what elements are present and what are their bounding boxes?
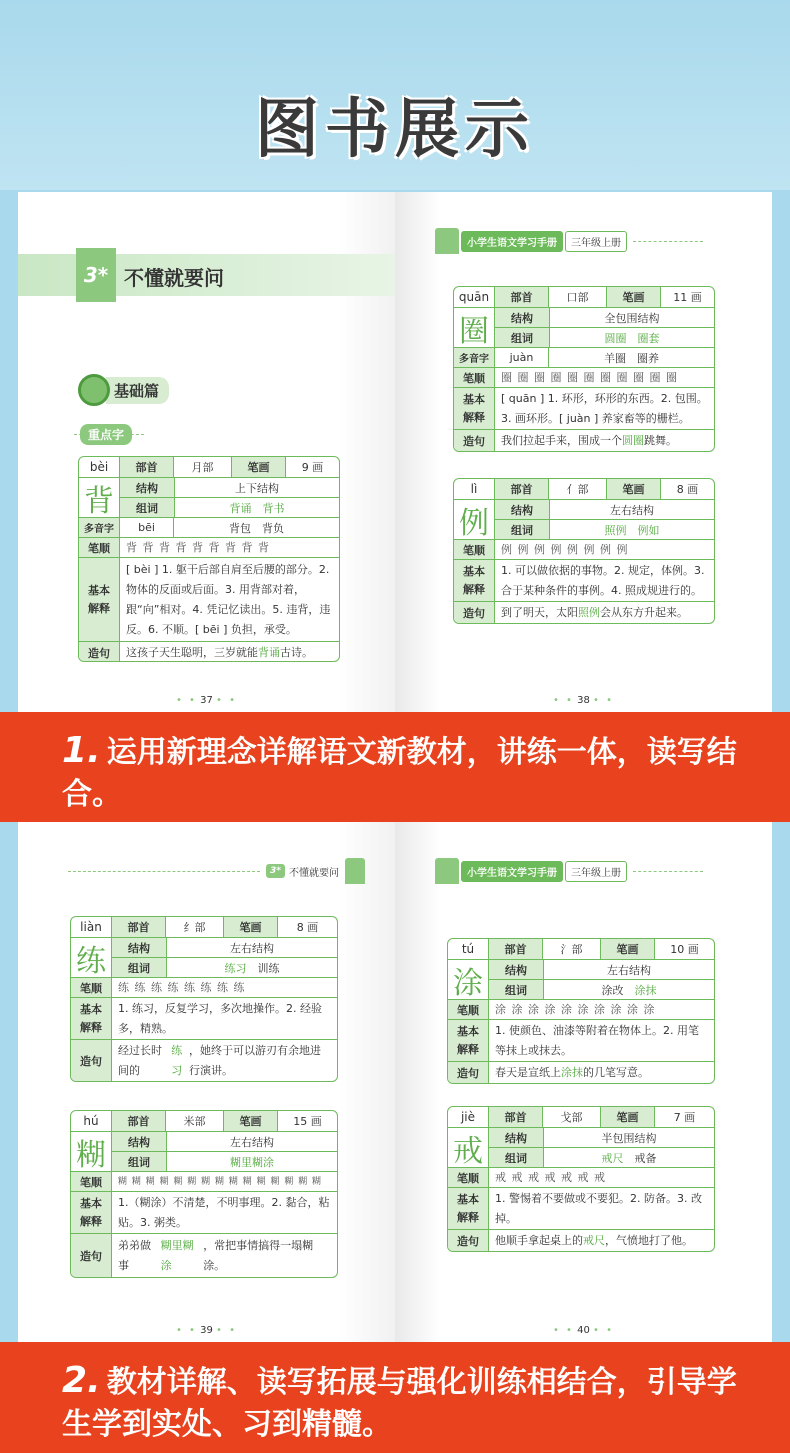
sentence-highlight: 背诵 [258, 645, 280, 659]
castle-icon [435, 228, 459, 254]
card-radical: 月部 [173, 457, 231, 477]
feature-banner-1 [0, 712, 790, 822]
card-character: 涂 [453, 965, 483, 1001]
card-words: 练习 训练 [166, 958, 337, 977]
card-structure: 左右结构 [166, 1132, 337, 1151]
meaning: [ quān ] 1. 环形，环形的东西。2. 包围。3. 画环形。[ juàn ] 养家畜等的栅栏。 [494, 388, 714, 429]
label-meaning: 基本 解释 [454, 560, 494, 601]
label-structure: 结构 [489, 960, 543, 979]
label-stroke-order: 笔顺 [454, 540, 494, 559]
poly-pinyin: juàn [494, 348, 548, 367]
sentence: 春天是宣纸上 涂抹 的几笔写意。 [488, 1062, 714, 1083]
label-words: 组词 [112, 958, 166, 977]
card-character: 练 [76, 943, 106, 979]
sentence-pre: 这孩子天生聪明，三岁就能 [126, 645, 258, 659]
label-stroke-order: 笔顺 [448, 1168, 488, 1187]
running-header [435, 858, 703, 884]
label-radical: 部首 [119, 457, 173, 477]
label-strokes: 笔画 [223, 1111, 277, 1131]
label-meaning: 基本 解释 [454, 388, 494, 429]
divider [633, 241, 703, 242]
card-radical: 纟部 [165, 917, 223, 937]
label-meaning: 基本 解释 [71, 1192, 111, 1233]
card-character: 例 [459, 505, 489, 541]
card-structure: 左右结构 [166, 938, 337, 957]
card-pinyin: liàn [80, 920, 102, 934]
grade-label: 三年级上册 [565, 861, 627, 882]
label-words: 组词 [120, 498, 174, 517]
character-card-lian [70, 916, 338, 1082]
label-radical: 部首 [494, 287, 548, 307]
page-header [0, 0, 790, 190]
label-structure: 结构 [112, 1132, 166, 1151]
label-meaning: 基本 解释 [448, 1020, 488, 1061]
feature-banner-2 [0, 1342, 790, 1453]
label-radical: 部首 [111, 917, 165, 937]
page-number: • • 40 • • [552, 1325, 615, 1336]
card-pinyin: hú [83, 1114, 99, 1128]
meaning: 1. 使颜色、油漆等附着在物体上。2. 用笔等抹上或抹去。 [488, 1020, 714, 1061]
card-structure: 上下结构 [174, 478, 339, 497]
chapter-badge: 3* [76, 248, 116, 302]
card-character: 戒 [453, 1133, 483, 1169]
grade-label: 三年级上册 [565, 231, 627, 252]
key-characters-label: 重点字 [80, 424, 132, 445]
label-radical: 部首 [111, 1111, 165, 1131]
meaning: 1. 警惕着不要做或不要犯。2. 防备。3. 改掉。 [488, 1188, 714, 1229]
label-polyphone: 多音字 [79, 518, 119, 537]
poly-pinyin: bēi [119, 518, 173, 537]
card-pinyin: jiè [460, 1110, 476, 1124]
stroke-order: 涂 涂 涂 涂 涂 涂 涂 涂 涂 涂 [488, 1000, 714, 1019]
sentence [119, 642, 339, 662]
sentence: 他顺手拿起桌上的 戒尺 ，气愤地打了他。 [488, 1230, 714, 1251]
card-words: 背诵 背书 [174, 498, 339, 517]
castle-icon [345, 858, 365, 884]
meaning: 1.（糊涂）不清楚，不明事理。2. 黏合，粘贴。3. 粥类。 [111, 1192, 337, 1233]
label-structure: 结构 [495, 500, 549, 519]
label-sentence: 造句 [71, 1234, 111, 1277]
label-strokes: 笔画 [606, 287, 660, 307]
stroke-order: 戒 戒 戒 戒 戒 戒 戒 [488, 1168, 714, 1187]
label-meaning [79, 558, 119, 641]
card-strokes-count: 15 画 [277, 1111, 337, 1131]
banner-text: 教材详解、读写拓展与强化训练相结合，引导学生学到实处、习到精髓。 [62, 1365, 737, 1442]
label-structure: 结构 [495, 308, 549, 327]
label-meaning: 基本 解释 [71, 998, 111, 1039]
label-sentence: 造句 [71, 1040, 111, 1081]
card-radical: 戈部 [542, 1107, 600, 1127]
card-strokes-count: 11 画 [660, 287, 714, 307]
label-words: 组词 [112, 1152, 166, 1171]
card-pinyin: tú [461, 942, 475, 956]
sentence: 我们拉起手来，围成一个 圆圈 跳舞。 [494, 430, 714, 451]
card-words: 戒尺 戒备 [543, 1148, 714, 1167]
sentence: 弟弟做事 糊里糊涂 ，常把事情搞得一塌糊涂。 [111, 1234, 337, 1277]
meaning: [ bèi ] 1. 躯干后部自肩至后腰的部分。2. 物体的反面或后面。3. 用背部对着，跟“向”相对。4. 凭记忆读出。5. 违背，违反。6. 不顺。[ bēi ] 负担，承受。 [119, 558, 339, 641]
label-sentence: 造句 [448, 1230, 488, 1251]
page-38 [395, 192, 772, 712]
sentence: 到了明天，太阳 照例 会从东方升起来。 [494, 602, 714, 623]
card-character: 糊 [76, 1137, 106, 1173]
page-37 [18, 192, 395, 712]
label-radical: 部首 [494, 479, 548, 499]
stroke-order: 练 练 练 练 练 练 练 练 [111, 978, 337, 997]
label-meaning-a: 基本 [88, 583, 110, 597]
card-pinyin: bèi [89, 460, 109, 474]
label-radical: 部首 [488, 939, 542, 959]
label-words: 组词 [495, 328, 549, 347]
stroke-order: 糊 糊 糊 糊 糊 糊 糊 糊 糊 糊 糊 糊 糊 糊 糊 [111, 1172, 337, 1191]
character-card-jie [447, 1106, 715, 1252]
card-radical: 口部 [548, 287, 606, 307]
character-card-li [453, 478, 715, 624]
chapter-badge: 3* [266, 864, 285, 878]
label-stroke-order: 笔顺 [71, 978, 111, 997]
card-strokes-count: 7 画 [654, 1107, 714, 1127]
label-stroke-order: 笔顺 [79, 538, 119, 557]
label-meaning: 基本 解释 [448, 1188, 488, 1229]
book-spread-1 [18, 192, 772, 712]
label-structure: 结构 [489, 1128, 543, 1147]
banner-text: 运用新理念详解语文新教材，讲练一体，读写结合。 [62, 735, 737, 812]
sentence: 经过长时间的 练习 ，她终于可以游刃有余地进行演讲。 [111, 1040, 337, 1081]
character-card-tu [447, 938, 715, 1084]
sentence-post: 古诗。 [280, 645, 313, 659]
label-words: 组词 [489, 980, 543, 999]
card-pinyin: quān [458, 290, 490, 304]
card-character: 背 [84, 483, 114, 519]
card-radical: 亻部 [548, 479, 606, 499]
card-pinyin: lì [470, 482, 478, 496]
label-strokes: 笔画 [600, 1107, 654, 1127]
poly-words: 羊圈 圈养 [548, 348, 714, 367]
character-card-hu [70, 1110, 338, 1278]
divider [68, 871, 260, 872]
book-spread-2 [18, 822, 772, 1342]
label-sentence: 造句 [454, 602, 494, 623]
page-number: • • 37 • • [175, 695, 238, 706]
card-structure: 左右结构 [543, 960, 714, 979]
card-strokes-count: 9 画 [285, 457, 339, 477]
card-strokes-count: 8 画 [660, 479, 714, 499]
divider [633, 871, 703, 872]
section-basics [78, 374, 169, 406]
character-card-quan [453, 286, 715, 452]
label-structure: 结构 [120, 478, 174, 497]
banner-number: 2. [62, 1360, 101, 1401]
page-number: • • 38 • • [552, 695, 615, 706]
poly-words: 背包 背负 [173, 518, 339, 537]
stroke-order: 圈 圈 圈 圈 圈 圈 圈 圈 圈 圈 圈 [494, 368, 714, 387]
book-title: 小学生语文学习手册 [461, 231, 563, 252]
label-sentence: 造句 [448, 1062, 488, 1083]
mascot-icon [78, 374, 110, 406]
chapter-title: 不懂就要问 [289, 867, 339, 879]
section-label: 基础篇 [106, 377, 169, 404]
label-polyphone: 多音字 [454, 348, 494, 367]
chapter-header [18, 254, 395, 296]
page-40 [395, 822, 772, 1342]
label-stroke-order: 笔顺 [71, 1172, 111, 1191]
card-character: 圈 [459, 313, 489, 349]
book-title: 小学生语文学习手册 [461, 861, 563, 882]
label-strokes: 笔画 [600, 939, 654, 959]
label-sentence: 造句 [79, 642, 119, 662]
banner-number: 1. [62, 730, 101, 771]
running-header [435, 228, 703, 254]
castle-icon [435, 858, 459, 884]
label-structure: 结构 [112, 938, 166, 957]
character-card-bei [78, 456, 340, 662]
card-structure: 半包围结构 [543, 1128, 714, 1147]
card-radical: 米部 [165, 1111, 223, 1131]
meaning: 1. 可以做依据的事物。2. 规定，体例。3. 合于某种条件的事例。4. 照成规进行的。 [494, 560, 714, 601]
label-stroke-order: 笔顺 [448, 1000, 488, 1019]
label-radical: 部首 [488, 1107, 542, 1127]
card-words: 照例 例如 [549, 520, 714, 539]
running-header [68, 858, 365, 884]
label-words: 组词 [489, 1148, 543, 1167]
chapter-title: 不懂就要问 [124, 266, 224, 290]
stroke-order: 例 例 例 例 例 例 例 例 [494, 540, 714, 559]
card-strokes-count: 8 画 [277, 917, 337, 937]
stroke-order: 背 背 背 背 背 背 背 背 背 [119, 538, 339, 557]
card-strokes-count: 10 画 [654, 939, 714, 959]
meaning: 1. 练习，反复学习，多次地操作。2. 经验多，精熟。 [111, 998, 337, 1039]
card-words: 圆圈 圈套 [549, 328, 714, 347]
page-39 [18, 822, 395, 1342]
label-meaning-b: 解释 [88, 601, 110, 615]
card-words: 糊里糊涂 [166, 1152, 337, 1171]
label-words: 组词 [495, 520, 549, 539]
label-sentence: 造句 [454, 430, 494, 451]
card-structure: 左右结构 [549, 500, 714, 519]
card-radical: 氵部 [542, 939, 600, 959]
label-strokes: 笔画 [231, 457, 285, 477]
label-strokes: 笔画 [223, 917, 277, 937]
card-words: 涂改 涂抹 [543, 980, 714, 999]
page-number: • • 39 • • [175, 1325, 238, 1336]
label-stroke-order: 笔顺 [454, 368, 494, 387]
label-strokes: 笔画 [606, 479, 660, 499]
page-title: 图书展示 [255, 93, 535, 167]
card-structure: 全包围结构 [549, 308, 714, 327]
